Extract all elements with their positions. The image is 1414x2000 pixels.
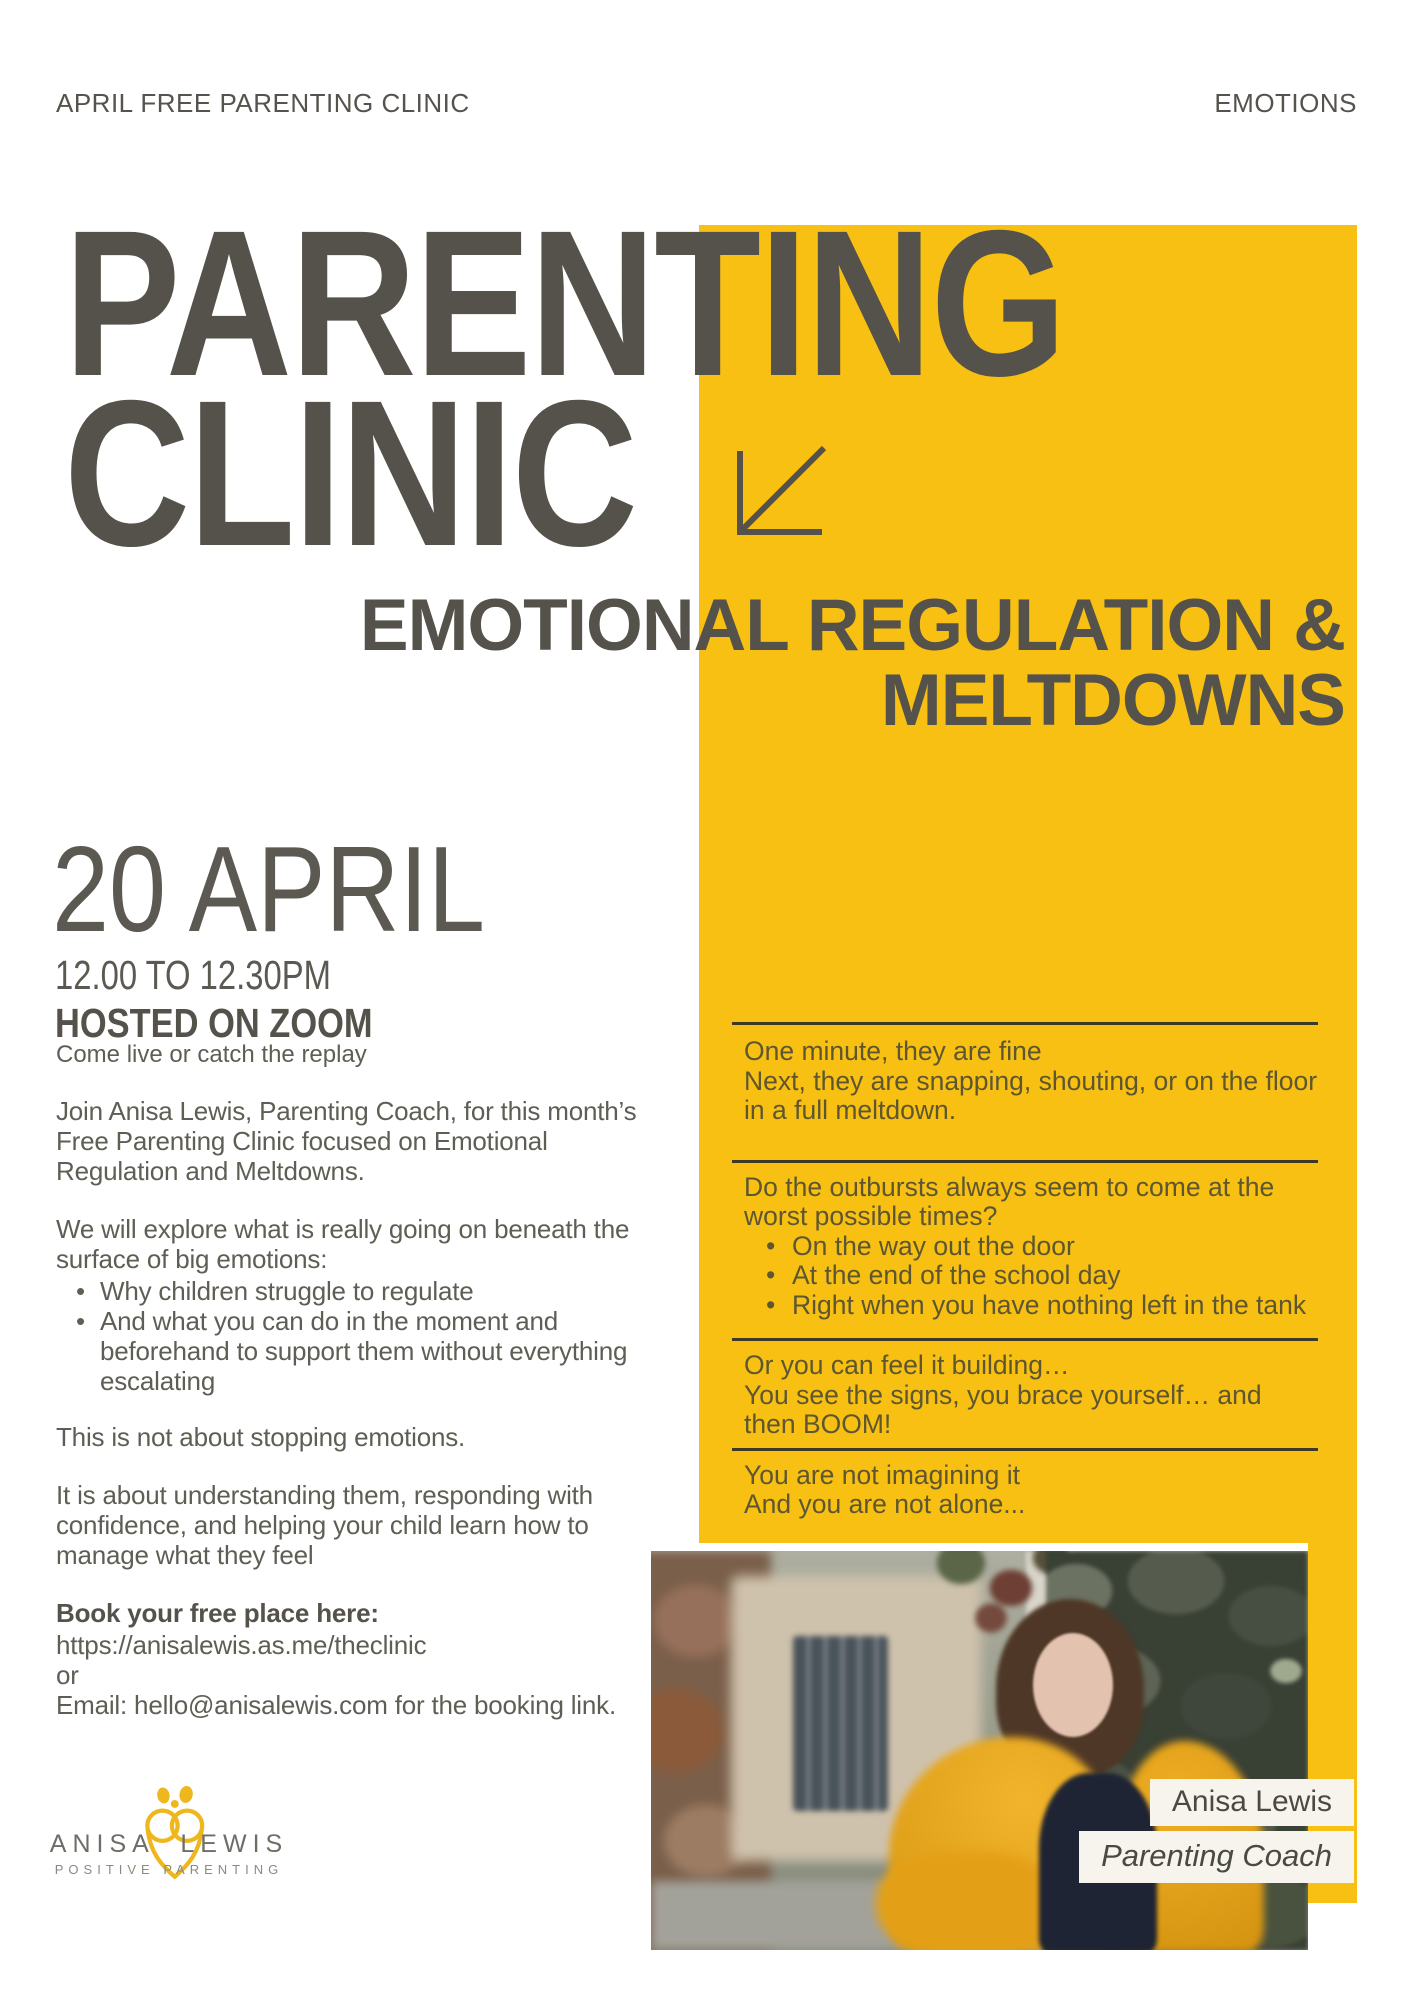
panel-section-not-alone: [732, 1451, 1318, 1520]
yellow-content-column: [732, 1022, 1318, 1520]
body-column: [56, 1096, 656, 1720]
page-title-text: [64, 188, 1065, 590]
panel-section-meltdown: [732, 1025, 1318, 1160]
title-line1: PARENTING: [64, 188, 1065, 420]
event-time: 12.00 TO 12.30PM: [55, 952, 331, 998]
body-bullet-list: [56, 1276, 656, 1396]
panel-line: You see the signs, you brace yourself… and then BOOM!: [744, 1379, 1262, 1439]
event-note: Come live or catch the replay: [56, 1041, 367, 1068]
logo-name: ANISA LEWIS: [49, 1830, 289, 1858]
body-paragraph-not-stopping: This is not about stopping emotions.: [56, 1422, 466, 1452]
bullet-item: [56, 1276, 656, 1306]
photo-woman-face: [1033, 1633, 1113, 1737]
arrow-down-left-icon: [724, 438, 832, 542]
body-paragraph-explore: We will explore what is really going on beneath the surface of big emotions:: [56, 1214, 630, 1274]
header-kicker: APRIL FREE PARENTING CLINIC: [56, 88, 470, 118]
photo-role-label: Parenting Coach: [1079, 1831, 1354, 1883]
page-title: [64, 188, 1256, 590]
bullet-text: Right when you have nothing left in the tank: [792, 1289, 1307, 1320]
bullet-text: And what you can do in the moment and beforehand to support them without everything escalating: [100, 1306, 628, 1396]
photo-woman-coat: [876, 1851, 1061, 1950]
logo: [49, 1778, 289, 1898]
photo-window: [793, 1636, 888, 1811]
title-line2: CLINIC: [64, 358, 637, 590]
bullet-text: Why children struggle to regulate: [100, 1276, 474, 1306]
event-date: 20 APRIL: [52, 821, 485, 957]
panel-line: One minute, they are fine: [744, 1036, 1042, 1066]
booking-url-link[interactable]: https://anisalewis.as.me/theclinic: [56, 1630, 427, 1660]
photo-anisa: [651, 1551, 1308, 1950]
booking-email-link[interactable]: Email: hello@anisalewis.com for the booking link.: [56, 1690, 616, 1720]
panel-line: And you are not alone...: [744, 1489, 1026, 1519]
panel-line: Next, they are snapping, shouting, or on the floor in a full meltdown.: [744, 1065, 1318, 1125]
event-host: HOSTED ON ZOOM: [55, 1000, 373, 1046]
logo-tagline: POSITIVE PARENTING: [54, 1862, 284, 1877]
subtitle-line2: MELTDOWNS: [880, 660, 1345, 741]
booking-heading: Book your free place here:: [56, 1598, 379, 1628]
header-topic-label: EMOTIONS: [1214, 88, 1357, 118]
bullet-text: At the end of the school day: [792, 1260, 1121, 1290]
bullet-item: [56, 1306, 656, 1396]
panel-heading: Do the outbursts always seem to come at the worst possible times?: [744, 1171, 1275, 1231]
booking-or-label: or: [56, 1660, 79, 1690]
panel-section-outbursts: [732, 1163, 1318, 1339]
panel-line: Or you can feel it building…: [744, 1350, 1070, 1380]
body-paragraph-intro: Join Anisa Lewis, Parenting Coach, for this month’s Free Parenting Clinic focused on Emotional Regulation and Meltdowns.: [56, 1096, 637, 1186]
bullet-item: [744, 1261, 1318, 1291]
photo-name-label: Anisa Lewis: [1150, 1779, 1354, 1826]
body-paragraph-understanding: It is about understanding them, responding with confidence, and helping your child learn how to manage what they feel: [56, 1480, 593, 1570]
bullet-text: On the way out the door: [792, 1230, 1075, 1261]
bullet-item: [744, 1232, 1318, 1262]
subtitle: [359, 585, 1345, 741]
bullet-item: [744, 1291, 1318, 1321]
subtitle-line1: EMOTIONAL REGULATION &: [359, 585, 1345, 666]
panel-section-building: [732, 1341, 1318, 1448]
panel-line: You are not imagining it: [744, 1459, 1020, 1490]
